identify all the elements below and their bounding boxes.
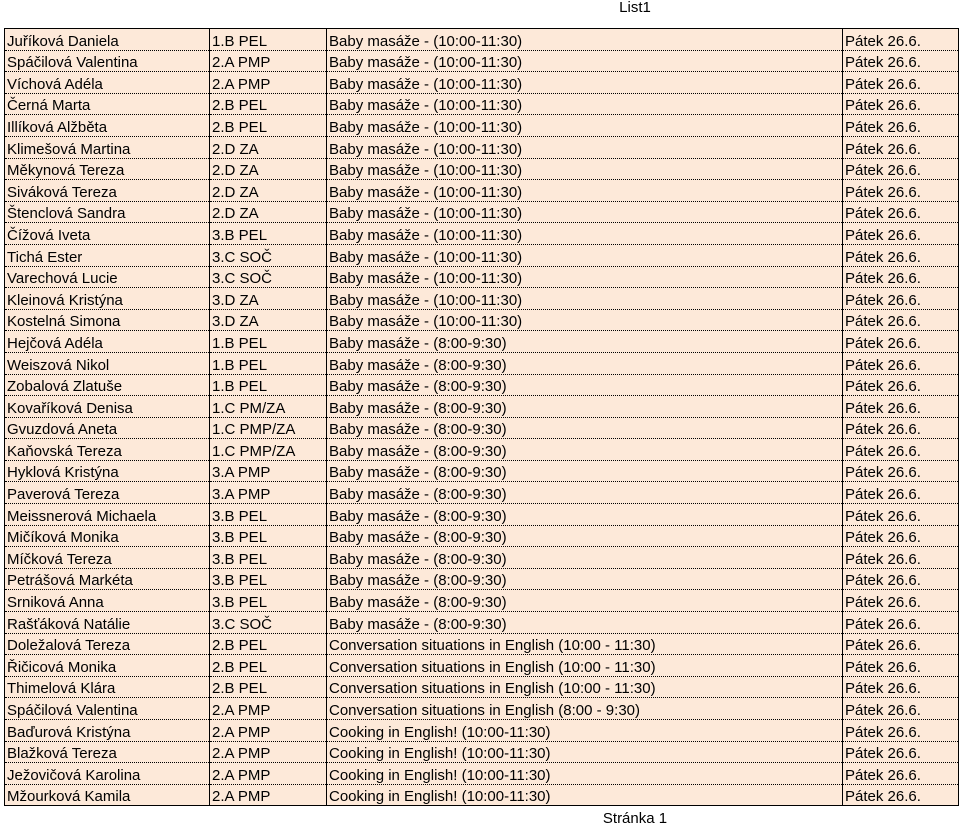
class-cell[interactable]: 2.B PEL — [210, 93, 327, 115]
date-cell[interactable]: Pátek 26.6. — [843, 741, 959, 763]
student-name-cell[interactable]: Weiszová Nikol — [5, 352, 210, 374]
student-name-cell[interactable]: Mičíková Monika — [5, 525, 210, 547]
class-cell[interactable]: 1.B PEL — [210, 331, 327, 353]
sheet-title — [0, 0, 960, 16]
student-name-cell[interactable]: Čížová Iveta — [5, 223, 210, 245]
table-row — [5, 72, 959, 94]
date-cell[interactable]: Pátek 26.6. — [843, 720, 959, 742]
student-name-cell[interactable]: Klimešová Martina — [5, 136, 210, 158]
class-cell[interactable]: 3.A PMP — [210, 482, 327, 504]
table-row — [5, 417, 959, 439]
student-name-cell[interactable]: Blažková Tereza — [5, 741, 210, 763]
student-name-cell[interactable]: Juříková Daniela — [5, 29, 210, 51]
date-cell[interactable]: Pátek 26.6. — [843, 525, 959, 547]
date-cell[interactable]: Pátek 26.6. — [843, 396, 959, 418]
class-cell[interactable]: 2.B PEL — [210, 115, 327, 137]
course-cell[interactable]: Baby masáže - (8:00-9:30) — [327, 417, 843, 439]
student-name-cell[interactable]: Kostelná Simona — [5, 309, 210, 331]
registration-table-body — [5, 29, 959, 806]
date-cell[interactable]: Pátek 26.6. — [843, 115, 959, 137]
course-cell[interactable]: Cooking in English! (10:00-11:30) — [327, 784, 843, 806]
table-row — [5, 201, 959, 223]
student-name-cell[interactable]: Černá Marta — [5, 93, 210, 115]
class-cell[interactable]: 2.A PMP — [210, 763, 327, 785]
student-name-cell[interactable]: Ježovičová Karolina — [5, 763, 210, 785]
class-cell[interactable]: 2.A PMP — [210, 72, 327, 94]
table-row — [5, 763, 959, 785]
date-cell[interactable]: Pátek 26.6. — [843, 698, 959, 720]
class-cell[interactable]: 2.A PMP — [210, 698, 327, 720]
course-cell[interactable]: Baby masáže - (8:00-9:30) — [327, 568, 843, 590]
student-name-cell[interactable]: Kovaříková Denisa — [5, 396, 210, 418]
table-row — [5, 180, 959, 202]
table-row — [5, 525, 959, 547]
student-name-cell[interactable]: Hejčová Adéla — [5, 331, 210, 353]
course-cell[interactable]: Baby masáže - (8:00-9:30) — [327, 590, 843, 612]
course-cell[interactable]: Baby masáže - (10:00-11:30) — [327, 93, 843, 115]
class-cell[interactable]: 2.D ZA — [210, 201, 327, 223]
table-row — [5, 158, 959, 180]
date-cell[interactable]: Pátek 26.6. — [843, 223, 959, 245]
table-row — [5, 676, 959, 698]
date-cell[interactable]: Pátek 26.6. — [843, 309, 959, 331]
course-cell[interactable]: Baby masáže - (10:00-11:30) — [327, 50, 843, 72]
table-row — [5, 93, 959, 115]
student-name-cell[interactable]: Míčková Tereza — [5, 547, 210, 569]
table-row — [5, 309, 959, 331]
table-row — [5, 482, 959, 504]
class-cell[interactable]: 1.C PM/ZA — [210, 396, 327, 418]
date-cell[interactable]: Pátek 26.6. — [843, 374, 959, 396]
date-cell[interactable]: Pátek 26.6. — [843, 612, 959, 634]
student-name-cell[interactable]: Hyklová Kristýna — [5, 460, 210, 482]
table-row — [5, 568, 959, 590]
student-name-cell[interactable]: Srniková Anna — [5, 590, 210, 612]
student-name-cell[interactable]: Spáčilová Valentina — [5, 50, 210, 72]
table-row — [5, 741, 959, 763]
date-cell[interactable]: Pátek 26.6. — [843, 590, 959, 612]
table-row — [5, 244, 959, 266]
student-name-cell[interactable]: Rašťáková Natálie — [5, 612, 210, 634]
student-name-cell[interactable]: Měkynová Tereza — [5, 158, 210, 180]
student-name-cell[interactable]: Spáčilová Valentina — [5, 698, 210, 720]
class-cell[interactable]: 1.B PEL — [210, 374, 327, 396]
course-cell[interactable]: Baby masáže - (8:00-9:30) — [327, 374, 843, 396]
student-name-cell[interactable]: Baďurová Kristýna — [5, 720, 210, 742]
table-row — [5, 352, 959, 374]
student-name-cell[interactable]: Gvuzdová Aneta — [5, 417, 210, 439]
course-cell[interactable]: Baby masáže - (10:00-11:30) — [327, 244, 843, 266]
table-row — [5, 590, 959, 612]
class-cell[interactable]: 3.B PEL — [210, 568, 327, 590]
date-cell[interactable]: Pátek 26.6. — [843, 244, 959, 266]
student-name-cell[interactable]: Řičicová Monika — [5, 655, 210, 677]
course-cell[interactable]: Baby masáže - (10:00-11:30) — [327, 201, 843, 223]
course-cell[interactable]: Baby masáže - (10:00-11:30) — [327, 72, 843, 94]
course-cell[interactable]: Baby masáže - (8:00-9:30) — [327, 482, 843, 504]
student-name-cell[interactable]: Tichá Ester — [5, 244, 210, 266]
table-row — [5, 223, 959, 245]
course-cell[interactable]: Baby masáže - (10:00-11:30) — [327, 266, 843, 288]
date-cell[interactable]: Pátek 26.6. — [843, 439, 959, 461]
table-row — [5, 612, 959, 634]
student-name-cell[interactable]: Varechová Lucie — [5, 266, 210, 288]
date-cell[interactable]: Pátek 26.6. — [843, 288, 959, 310]
course-cell[interactable]: Cooking in English! (10:00-11:30) — [327, 763, 843, 785]
class-cell[interactable]: 2.D ZA — [210, 180, 327, 202]
course-cell[interactable]: Cooking in English! (10:00-11:30) — [327, 720, 843, 742]
table-row — [5, 720, 959, 742]
student-name-cell[interactable]: Petrášová Markéta — [5, 568, 210, 590]
date-cell[interactable]: Pátek 26.6. — [843, 547, 959, 569]
table-row — [5, 115, 959, 137]
table-row — [5, 29, 959, 51]
class-cell[interactable]: 3.B PEL — [210, 504, 327, 526]
class-cell[interactable]: 1.B PEL — [210, 352, 327, 374]
table-row — [5, 698, 959, 720]
class-cell[interactable]: 1.B PEL — [210, 29, 327, 51]
student-name-cell[interactable]: Doležalová Tereza — [5, 633, 210, 655]
date-cell[interactable]: Pátek 26.6. — [843, 136, 959, 158]
table-row — [5, 655, 959, 677]
table-row — [5, 331, 959, 353]
student-name-cell[interactable]: Thimelová Klára — [5, 676, 210, 698]
course-cell[interactable]: Baby masáže - (8:00-9:30) — [327, 352, 843, 374]
course-cell[interactable]: Baby masáže - (10:00-11:30) — [327, 115, 843, 137]
date-cell[interactable]: Pátek 26.6. — [843, 266, 959, 288]
course-cell[interactable]: Baby masáže - (10:00-11:30) — [327, 180, 843, 202]
course-cell[interactable]: Baby masáže - (8:00-9:30) — [327, 331, 843, 353]
table-row — [5, 439, 959, 461]
course-cell[interactable]: Conversation situations in English (10:00 - 11:30) — [327, 676, 843, 698]
class-cell[interactable]: 3.D ZA — [210, 309, 327, 331]
date-cell[interactable]: Pátek 26.6. — [843, 72, 959, 94]
student-name-cell[interactable]: Kaňovská Tereza — [5, 439, 210, 461]
date-cell[interactable]: Pátek 26.6. — [843, 655, 959, 677]
course-cell[interactable]: Baby masáže - (10:00-11:30) — [327, 309, 843, 331]
date-cell[interactable]: Pátek 26.6. — [843, 352, 959, 374]
date-cell[interactable]: Pátek 26.6. — [843, 568, 959, 590]
date-cell[interactable]: Pátek 26.6. — [843, 460, 959, 482]
course-cell[interactable]: Baby masáže - (10:00-11:30) — [327, 136, 843, 158]
date-cell[interactable]: Pátek 26.6. — [843, 763, 959, 785]
student-name-cell[interactable]: Štenclová Sandra — [5, 201, 210, 223]
course-cell[interactable]: Baby masáže - (8:00-9:30) — [327, 439, 843, 461]
date-cell[interactable]: Pátek 26.6. — [843, 417, 959, 439]
table-row — [5, 784, 959, 806]
table-row — [5, 633, 959, 655]
table-row — [5, 460, 959, 482]
student-name-cell[interactable]: Illíková Alžběta — [5, 115, 210, 137]
course-cell[interactable]: Conversation situations in English (10:00 - 11:30) — [327, 633, 843, 655]
class-cell[interactable]: 3.C SOČ — [210, 612, 327, 634]
student-name-cell[interactable]: Siváková Tereza — [5, 180, 210, 202]
date-cell[interactable]: Pátek 26.6. — [843, 784, 959, 806]
student-name-cell[interactable]: Mžourková Kamila — [5, 784, 210, 806]
date-cell[interactable]: Pátek 26.6. — [843, 676, 959, 698]
table-row — [5, 547, 959, 569]
table-row — [5, 504, 959, 526]
class-cell[interactable]: 2.D ZA — [210, 136, 327, 158]
course-cell[interactable]: Baby masáže - (10:00-11:30) — [327, 29, 843, 51]
course-cell[interactable]: Conversation situations in English (8:00 - 9:30) — [327, 698, 843, 720]
date-cell[interactable]: Pátek 26.6. — [843, 180, 959, 202]
course-cell[interactable]: Baby masáže - (10:00-11:30) — [327, 223, 843, 245]
course-cell[interactable]: Baby masáže - (8:00-9:30) — [327, 504, 843, 526]
date-cell[interactable]: Pátek 26.6. — [843, 331, 959, 353]
course-cell[interactable]: Baby masáže - (8:00-9:30) — [327, 612, 843, 634]
class-cell[interactable]: 3.D ZA — [210, 288, 327, 310]
table-row — [5, 374, 959, 396]
date-cell[interactable]: Pátek 26.6. — [843, 158, 959, 180]
student-name-cell[interactable]: Meissnerová Michaela — [5, 504, 210, 526]
date-cell[interactable]: Pátek 26.6. — [843, 29, 959, 51]
course-cell[interactable]: Baby masáže - (8:00-9:30) — [327, 460, 843, 482]
class-cell[interactable]: 3.B PEL — [210, 547, 327, 569]
course-cell[interactable]: Baby masáže - (8:00-9:30) — [327, 396, 843, 418]
course-cell[interactable]: Conversation situations in English (10:00 - 11:30) — [327, 655, 843, 677]
class-cell[interactable]: 3.B PEL — [210, 223, 327, 245]
table-row — [5, 396, 959, 418]
date-cell[interactable]: Pátek 26.6. — [843, 50, 959, 72]
class-cell[interactable]: 3.B PEL — [210, 525, 327, 547]
table-row — [5, 288, 959, 310]
sheet-title-text: List1 — [619, 0, 651, 16]
class-cell[interactable]: 2.D ZA — [210, 158, 327, 180]
student-name-cell[interactable]: Kleinová Kristýna — [5, 288, 210, 310]
class-cell[interactable]: 3.C SOČ — [210, 266, 327, 288]
date-cell[interactable]: Pátek 26.6. — [843, 633, 959, 655]
student-name-cell[interactable]: Zobalová Zlatuše — [5, 374, 210, 396]
class-cell[interactable]: 3.B PEL — [210, 590, 327, 612]
course-cell[interactable]: Baby masáže - (8:00-9:30) — [327, 525, 843, 547]
class-cell[interactable]: 2.A PMP — [210, 741, 327, 763]
course-cell[interactable]: Baby masáže - (8:00-9:30) — [327, 547, 843, 569]
class-cell[interactable]: 3.A PMP — [210, 460, 327, 482]
class-cell[interactable]: 2.B PEL — [210, 655, 327, 677]
course-cell[interactable]: Baby masáže - (10:00-11:30) — [327, 288, 843, 310]
date-cell[interactable]: Pátek 26.6. — [843, 482, 959, 504]
class-cell[interactable]: 2.A PMP — [210, 720, 327, 742]
date-cell[interactable]: Pátek 26.6. — [843, 93, 959, 115]
course-cell[interactable]: Baby masáže - (10:00-11:30) — [327, 158, 843, 180]
table-row — [5, 50, 959, 72]
class-cell[interactable]: 1.C PMP/ZA — [210, 417, 327, 439]
date-cell[interactable]: Pátek 26.6. — [843, 201, 959, 223]
table-row — [5, 136, 959, 158]
course-cell[interactable]: Cooking in English! (10:00-11:30) — [327, 741, 843, 763]
class-cell[interactable]: 2.B PEL — [210, 676, 327, 698]
page-footer — [0, 810, 960, 828]
student-name-cell[interactable]: Víchová Adéla — [5, 72, 210, 94]
page-number: Stránka 1 — [602, 810, 668, 827]
date-cell[interactable]: Pátek 26.6. — [843, 504, 959, 526]
class-cell[interactable]: 2.A PMP — [210, 50, 327, 72]
table-row — [5, 266, 959, 288]
class-cell[interactable]: 3.C SOČ — [210, 244, 327, 266]
class-cell[interactable]: 1.C PMP/ZA — [210, 439, 327, 461]
registration-table — [4, 28, 959, 806]
student-name-cell[interactable]: Paverová Tereza — [5, 482, 210, 504]
class-cell[interactable]: 2.B PEL — [210, 633, 327, 655]
class-cell[interactable]: 2.A PMP — [210, 784, 327, 806]
